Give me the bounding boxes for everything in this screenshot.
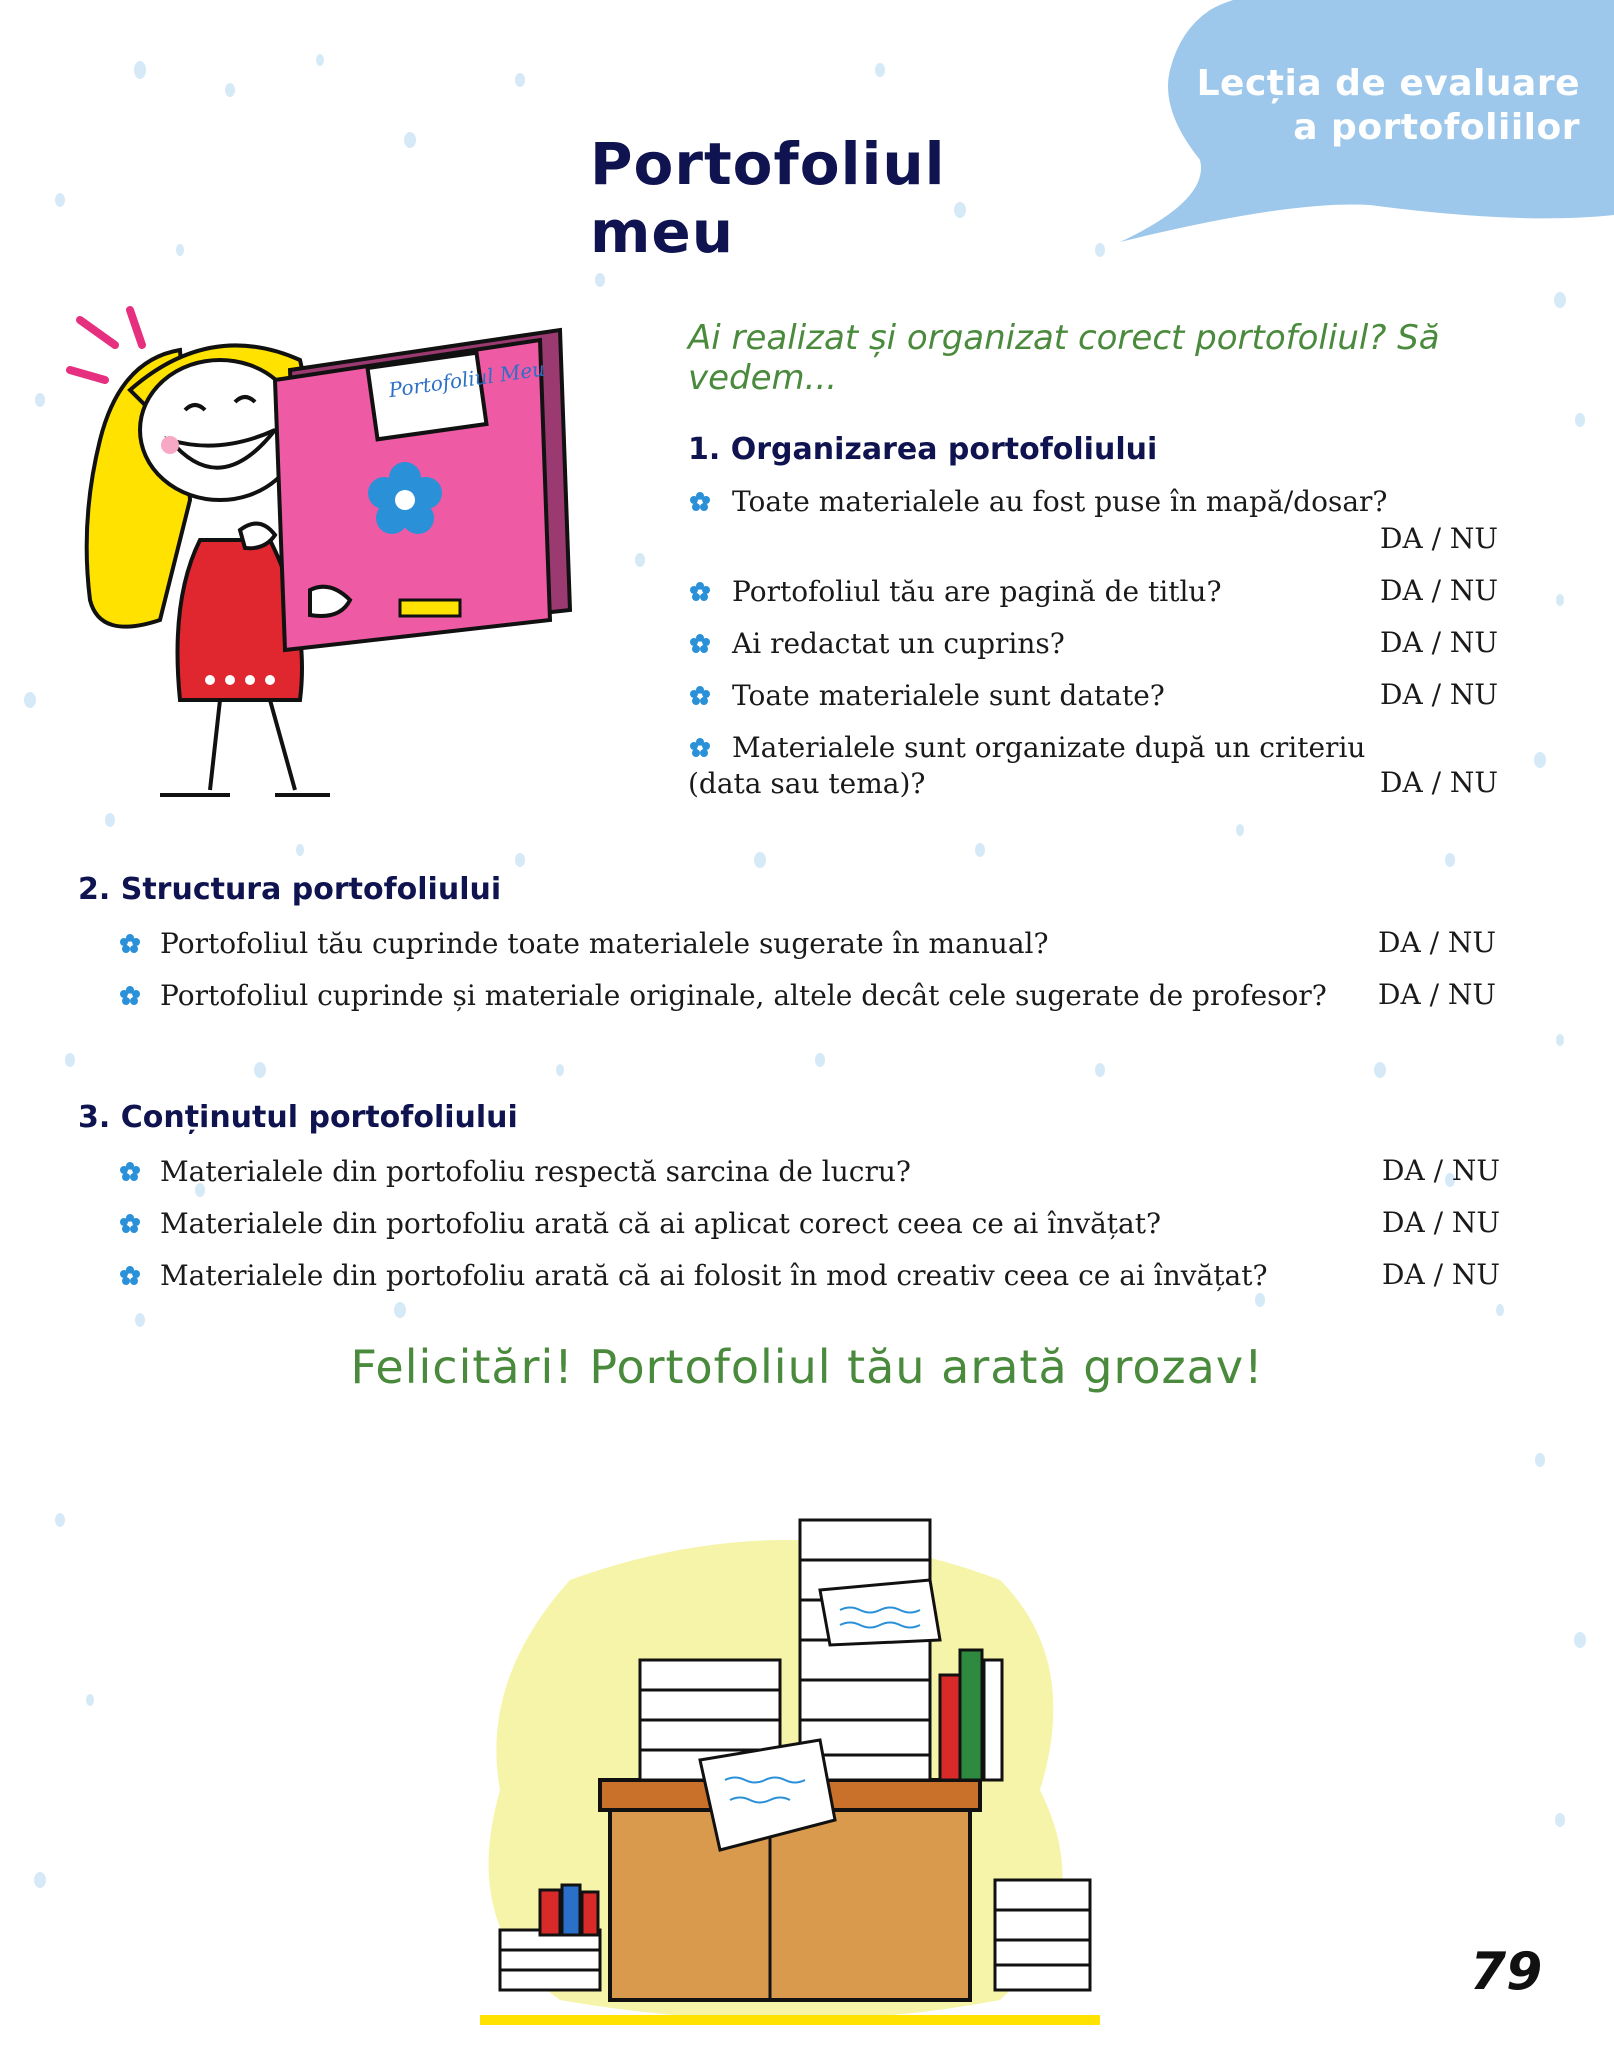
flower-bullet-icon — [690, 582, 710, 602]
item-text: Materialele sunt organizate după un criteriu — [732, 731, 1366, 764]
item-text: Toate materialele sunt datate? — [732, 679, 1165, 712]
da-nu-answer[interactable]: DA / NU — [1380, 522, 1499, 555]
flower-bullet-icon — [690, 634, 710, 654]
item-text: Portofoliul tău are pagină de titlu? — [732, 575, 1222, 608]
da-nu-answer[interactable]: DA / NU — [1380, 574, 1499, 607]
flower-bullet-icon — [690, 738, 710, 758]
item-text: Ai redactat un cuprins? — [732, 627, 1065, 660]
da-nu-answer[interactable]: DA / NU — [1378, 926, 1497, 959]
section-2-heading: 2. Structura portofoliului — [78, 872, 502, 907]
section-1-heading: 1. Organizarea portofoliului — [688, 432, 1158, 467]
book-cover-text: Portofoliul Meu — [387, 356, 547, 403]
lesson-badge-text — [1180, 62, 1580, 150]
congratulations-message: Felicitări! Portofoliul tău arată grozav! — [350, 1340, 1264, 1394]
page-title: Portofoliul meu — [590, 130, 946, 266]
item-text: (data sau tema)? — [688, 767, 926, 800]
da-nu-answer[interactable]: DA / NU — [1380, 678, 1499, 711]
item-text: Materialele din portofoliu arată că ai aplicat corect ceea ce ai învățat? — [160, 1207, 1161, 1240]
flower-bullet-icon — [120, 1162, 140, 1182]
da-nu-answer[interactable]: DA / NU — [1382, 1154, 1501, 1187]
flower-bullet-icon — [120, 1214, 140, 1234]
item-text: Toate materialele au fost puse în mapă/dosar? — [732, 485, 1388, 518]
badge-line-1: Lecția de evaluare — [1196, 63, 1580, 104]
section-3-heading: 3. Conținutul portofoliului — [78, 1100, 518, 1135]
da-nu-answer[interactable]: DA / NU — [1382, 1258, 1501, 1291]
da-nu-answer[interactable]: DA / NU — [1378, 978, 1497, 1011]
flower-bullet-icon — [120, 986, 140, 1006]
da-nu-answer[interactable]: DA / NU — [1380, 626, 1499, 659]
da-nu-answer[interactable]: DA / NU — [1380, 766, 1499, 799]
flower-bullet-icon — [690, 492, 710, 512]
badge-line-2: a portofoliilor — [1293, 107, 1580, 148]
page-number: 79 — [1470, 1942, 1543, 2002]
intro-question: Ai realizat și organizat corect portofoliul? Să vedem... — [688, 318, 1440, 398]
flower-bullet-icon — [120, 1266, 140, 1286]
flower-bullet-icon — [690, 686, 710, 706]
flower-bullet-icon — [120, 934, 140, 954]
da-nu-answer[interactable]: DA / NU — [1382, 1206, 1501, 1239]
item-text: Materialele din portofoliu respectă sarcina de lucru? — [160, 1155, 911, 1188]
item-text: Materialele din portofoliu arată că ai folosit în mod creativ ceea ce ai învățat? — [160, 1259, 1268, 1292]
item-text: Portofoliul tău cuprinde toate materialele sugerate în manual? — [160, 927, 1049, 960]
desk-with-papers-illustration — [440, 1460, 1140, 2030]
girl-with-portfolio-illustration — [60, 300, 600, 820]
item-text: Portofoliul cuprinde și materiale originale, altele decât cele sugerate de profesor? — [160, 979, 1327, 1012]
